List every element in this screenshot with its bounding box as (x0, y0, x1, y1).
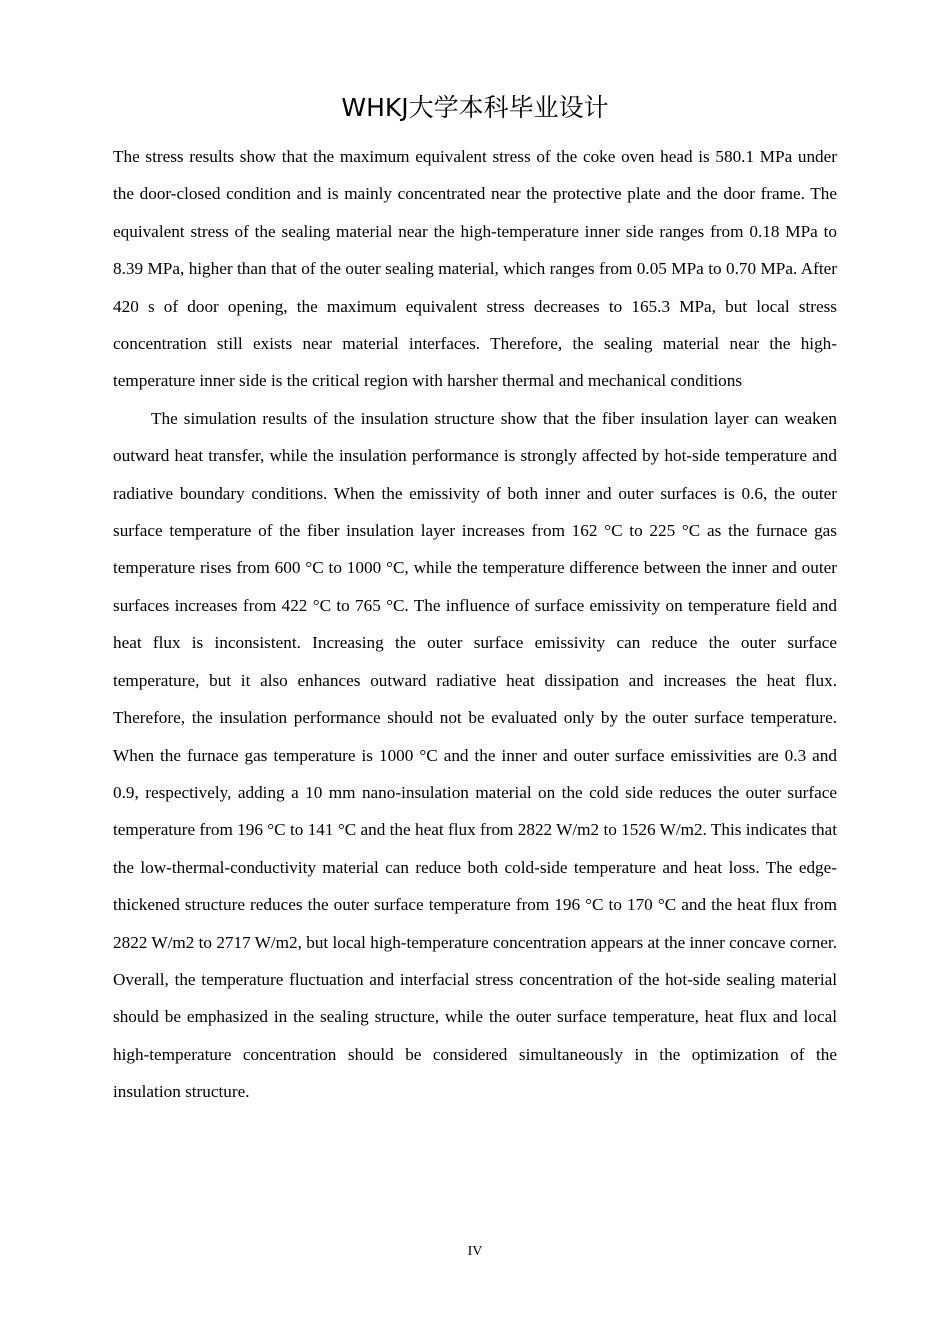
abstract-body (113, 138, 837, 1111)
page-header-title: WHKJ大学本科毕业设计 (341, 93, 609, 122)
paragraph-stress-results: The stress results show that the maximum equivalent stress of the coke oven head is 580.1 MPa under the door-closed condition and is mainly concentrated near the protective plate and the door frame. The equivalent stress of the sealing material near the high-temperature inner side ranges from 0.18 MPa to 8.39 MPa, higher than that of the outer sealing material, which ranges from 0.05 MPa to 0.70 MPa. After 420 s of door opening, the maximum equivalent stress decreases to 165.3 MPa, but local stress concentration still exists near material interfaces. Therefore, the sealing material near the high-temperature inner side is the critical region with harsher thermal and mechanical conditions (113, 147, 837, 391)
page-number: IV (467, 1244, 483, 1259)
paragraph-insulation-results: The simulation results of the insulation structure show that the fiber insulation layer can weaken outward heat transfer, while the insulation performance is strongly affected by hot-side temperature and radiative boundary conditions. When the emissivity of both inner and outer surfaces is 0.6, the outer surface temperature of the fiber insulation layer increases from 162 °C to 225 °C as the furnace gas temperature rises from 600 °C to 1000 °C, while the temperature difference between the inner and outer surfaces increases from 422 °C to 765 °C. The influence of surface emissivity on temperature field and heat flux is inconsistent. Increasing the outer surface emissivity can reduce the outer surface temperature, but it also enhances outward radiative heat dissipation and increases the heat flux. Therefore, the insulation performance should not be evaluated only by the outer surface temperature. When the furnace gas temperature is 1000 °C and the inner and outer surface emissivities are 0.3 and 0.9, respectively, adding a 10 mm nano-insulation material on the cold side reduces the outer surface temperature from 196 °C to 141 °C and the heat flux from 2822 W/m2 to 1526 W/m2. This indicates that the low-thermal-conductivity material can reduce both cold-side temperature and heat loss. The edge-thickened structure reduces the outer surface temperature from 196 °C to 170 °C and the heat flux from 2822 W/m2 to 2717 W/m2, but local high-temperature concentration appears at the inner concave corner. Overall, the temperature fluctuation and interfacial stress concentration of the hot-side sealing material should be emphasized in the sealing structure, while the outer surface temperature, heat flux and local high-temperature concentration should be considered simultaneously in the optimization of the insulation structure. (113, 408, 837, 1102)
